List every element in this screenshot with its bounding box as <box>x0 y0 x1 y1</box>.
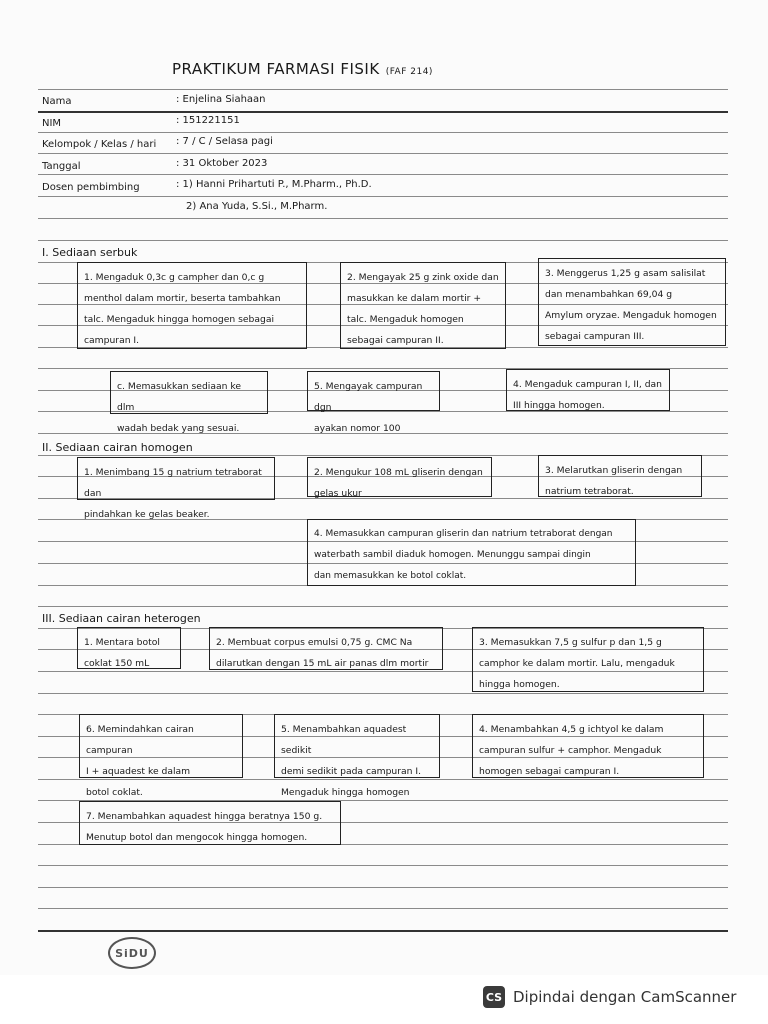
field-value-nim: : 151221151 <box>176 115 240 126</box>
step-box: c. Memasukkan sediaan ke dlm wadah bedak yang sesuai. <box>110 371 268 414</box>
field-label-nama: Nama <box>42 96 72 107</box>
field-value-dosen: : 1) Hanni Prihartuti P., M.Pharm., Ph.D. <box>176 179 372 190</box>
field-value-nama: : Enjelina Siahaan <box>176 94 266 105</box>
title-text: PRAKTIKUM FARMASI FISIK <box>172 60 380 78</box>
logo-text: SiDU <box>115 946 149 960</box>
step-box: 3. Menggerus 1,25 g asam salisilat dan menambahkan 69,04 g Amylum oryzae. Mengaduk homogen sebagai campuran III. <box>538 258 726 346</box>
course-code: (FAF 214) <box>385 67 433 77</box>
camscanner-watermark <box>483 986 736 1008</box>
step-box: 3. Memasukkan 7,5 g sulfur p dan 1,5 g camphor ke dalam mortir. Lalu, mengaduk hingga homogen. <box>472 627 704 692</box>
step-box: 4. Mengaduk campuran I, II, dan III hingga homogen. <box>506 369 670 411</box>
step-box: 1. Mengaduk 0,3c g campher dan 0,c g menthol dalam mortir, beserta tambahkan talc. Mengaduk hingga homogen sebagai campuran I. <box>77 262 307 349</box>
field-label-nim: NIM <box>42 118 62 129</box>
notebook-brand-logo <box>108 937 156 969</box>
step-box: 2. Mengukur 108 mL gliserin dengan gelas ukur <box>307 457 492 497</box>
field-label-dosen: Dosen pembimbing <box>42 182 140 193</box>
section-heading-cairan-heterogen: III. Sediaan cairan heterogen <box>42 612 201 625</box>
step-box: 2. Mengayak 25 g zink oxide dan masukkan ke dalam mortir + talc. Mengaduk homogen sebagai campuran II. <box>340 262 506 349</box>
field-value-dosen-2: 2) Ana Yuda, S.Si., M.Pharm. <box>186 201 328 212</box>
field-value-kelompok: : 7 / C / Selasa pagi <box>176 136 273 147</box>
section-heading-serbuk: I. Sediaan serbuk <box>42 246 138 259</box>
step-box: 3. Melarutkan gliserin dengan natrium tetraborat. <box>538 455 702 497</box>
step-box: 1. Menimbang 15 g natrium tetraborat dan pindahkan ke gelas beaker. <box>77 457 275 500</box>
step-box: 5. Menambahkan aquadest sedikit demi sedikit pada campuran I. Mengaduk hingga homogen <box>274 714 440 778</box>
step-box: 1. Mentara botol coklat 150 mL <box>77 627 181 669</box>
camscanner-text: Dipindai dengan CamScanner <box>513 988 737 1006</box>
section-heading-cairan-homogen: II. Sediaan cairan homogen <box>42 441 193 454</box>
step-box: 5. Mengayak campuran dgn ayakan nomor 100 <box>307 371 440 411</box>
step-box: 7. Menambahkan aquadest hingga beratnya 150 g. Menutup botol dan mengocok hingga homogen. <box>79 801 341 845</box>
field-label-kelompok: Kelompok / Kelas / hari <box>42 139 157 150</box>
field-label-tanggal: Tanggal <box>42 161 81 172</box>
step-box: 2. Membuat corpus emulsi 0,75 g. CMC Na dilarutkan dengan 15 mL air panas dlm mortir <box>209 627 443 670</box>
step-box: 4. Memasukkan campuran gliserin dan natrium tetraborat dengan waterbath sambil diaduk homogen. Menunggu sampai dingin dan memasukkan ke botol coklat. <box>307 519 636 586</box>
page-title <box>172 60 433 78</box>
step-box: 4. Menambahkan 4,5 g ichtyol ke dalam campuran sulfur + camphor. Mengaduk homogen sebagai campuran I. <box>472 714 704 778</box>
field-value-tanggal: : 31 Oktober 2023 <box>176 158 268 169</box>
camscanner-icon: CS <box>483 986 505 1008</box>
step-box: 6. Memindahkan cairan campuran I + aquadest ke dalam botol coklat. <box>79 714 243 778</box>
